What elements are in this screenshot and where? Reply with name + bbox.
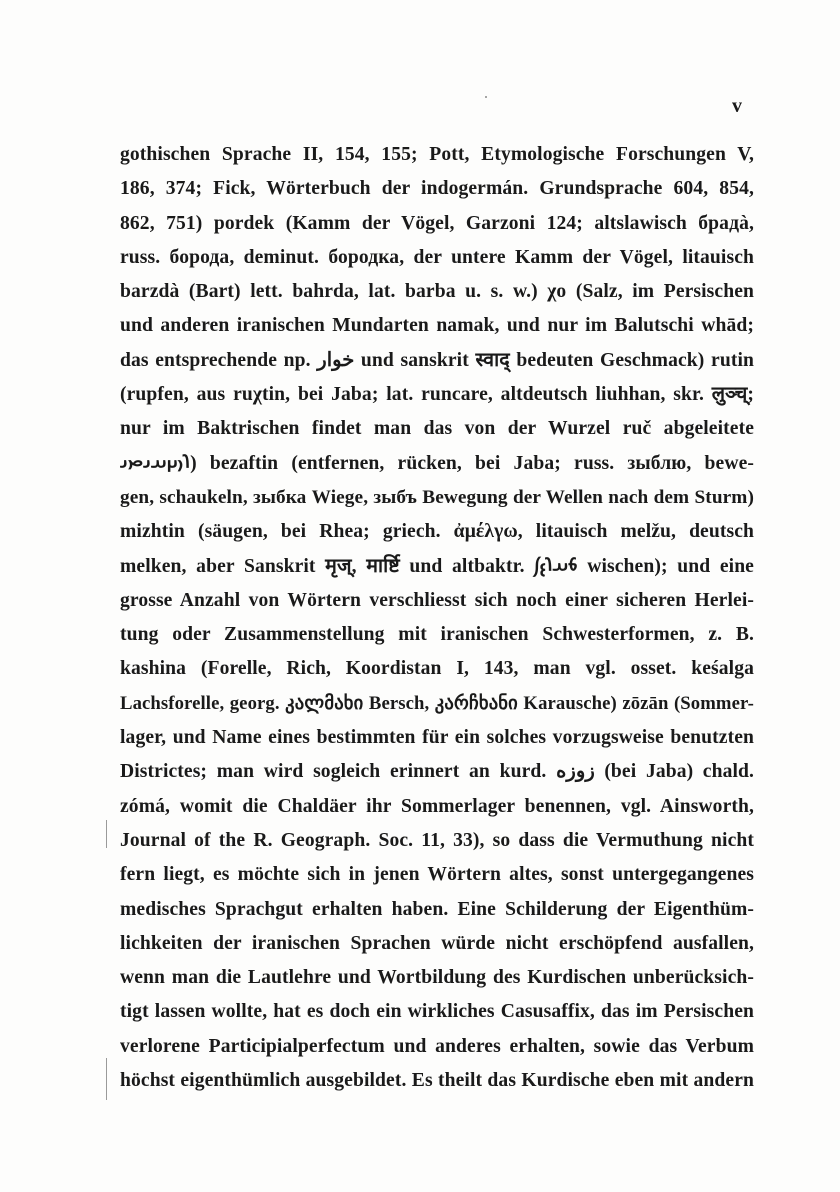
text-line: russ. борода, deminut. бородка, der untere Kamm der Vögel, litauisch <box>120 246 754 268</box>
text-line: medisches Sprachgut erhalten haben. Eine Schilderung der Eigenthüm- <box>120 898 754 920</box>
text-line: Lachsforelle, georg. კალმახი Bersch, კარჩხანი Karausche) zōzān (Sommer- <box>120 692 754 714</box>
text-line: wenn man die Lautlehre und Wortbildung des Kurdischen unberücksich- <box>120 967 754 989</box>
text-line: grosse Anzahl von Wörtern verschliesst sich noch einer sicheren Herlei- <box>120 589 754 611</box>
page-number: v <box>732 95 742 117</box>
text-line: und anderen iranischen Mundarten namak, und nur im Balutschi whād; <box>120 315 754 337</box>
text-line: fern liegt, es möchte sich in jenen Wörtern altes, sonst untergegangenes <box>120 864 754 886</box>
text-line: höchst eigenthümlich ausgebildet. Es theilt das Kurdische eben mit andern <box>120 1070 754 1092</box>
text-line: lichkeiten der iranischen Sprachen würde nicht erschöpfend ausfallen, <box>120 932 754 954</box>
text-line: gen, schaukeln, зыбка Wiege, зыбъ Bewegung der Wellen nach dem Sturm) <box>120 486 754 508</box>
margin-rule-upper <box>106 820 107 848</box>
text-line: 862, 751) pordek (Kamm der Vögel, Garzoni 124; altslawisch брадà, <box>120 212 754 234</box>
text-line: kashina (Forelle, Rich, Koordistan I, 143, man vgl. osset. keśalga <box>120 658 754 680</box>
text-line: zómá, womit die Chaldäer ihr Sommerlager benennen, vgl. Ainsworth, <box>120 795 754 817</box>
body-text <box>120 138 754 1098</box>
text-line: gothischen Sprache II, 154, 155; Pott, Etymologische Forschungen V, <box>120 144 754 165</box>
text-line: melken, aber Sanskrit मृज्, मार्ष्टि und altbaktr. 𐬨𐬀𐬭𐬆𐬰 wischen); und eine <box>120 555 754 577</box>
text-line: Journal of the R. Geograph. Soc. 11, 33), so dass die Vermuthung nicht <box>120 829 754 851</box>
text-line: tigt lassen wollte, hat es doch ein wirkliches Casusaffix, das im Persischen <box>120 1001 754 1023</box>
text-line: 186, 374; Fick, Wörterbuch der indogermán. Grundsprache 604, 854, <box>120 178 754 200</box>
text-line: barzdà (Bart) lett. bahrda, lat. barba u. s. w.) χo (Salz, im Persischen <box>120 281 754 303</box>
scan-speck <box>485 96 487 98</box>
text-line: lager, und Name eines bestimmten für ein solches vorzugsweise benutzten <box>120 727 754 749</box>
text-line: 𐬭𐬎𐬗𐬀𐬌𐬙𐬌) bezaftin (entfernen, rücken, bei Jaba; russ. зыблю, bewe- <box>120 452 754 474</box>
text-line: das entsprechende np. خوار und sanskrit स्वाद् bedeuten Geschmack) rutin <box>120 349 754 371</box>
margin-rule-lower <box>106 1058 107 1100</box>
text-line: mizhtin (säugen, bei Rhea; griech. ἀμέλγω, litauisch melžu, deutsch <box>120 521 754 543</box>
text-line: (rupfen, aus ruχtin, bei Jaba; lat. runcare, altdeutsch liuhhan, skr. लुञ्च्; <box>120 384 754 406</box>
text-line: nur im Baktrischen findet man das von der Wurzel ruč abgeleitete <box>120 418 754 440</box>
text-line: verlorene Participialperfectum und anderes erhalten, sowie das Verbum <box>120 1035 754 1057</box>
text-line: Districtes; man wird sogleich erinnert an kurd. زوزه (bei Jaba) chald. <box>120 761 755 783</box>
text-line: tung oder Zusammenstellung mit iranischen Schwesterformen, z. B. <box>120 624 754 646</box>
